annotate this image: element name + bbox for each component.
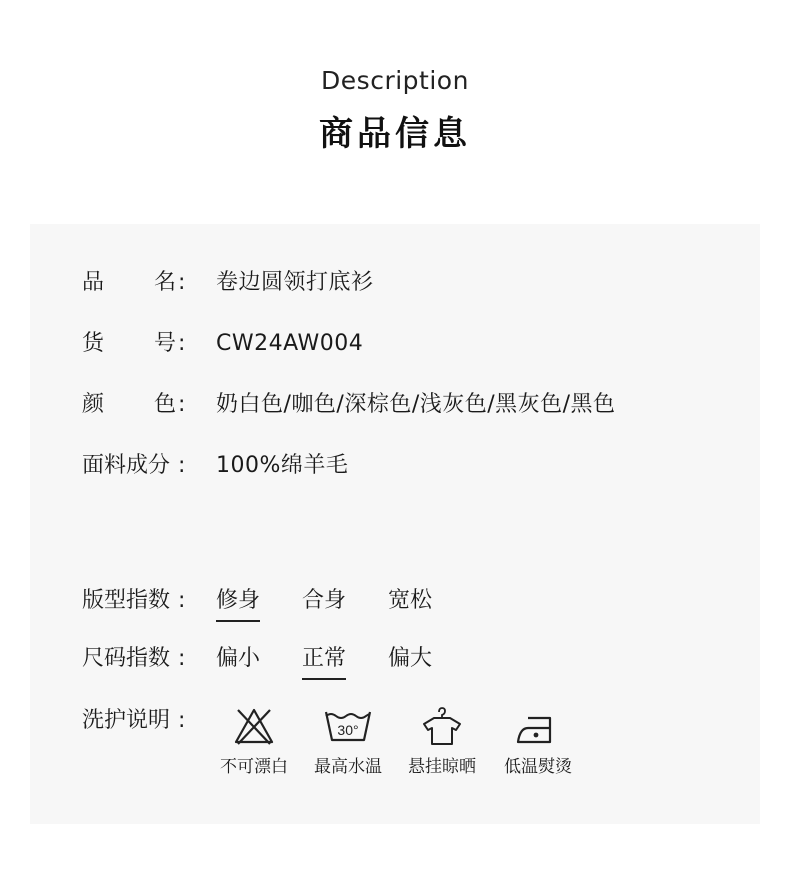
care-item-low-iron (493, 706, 583, 777)
fit-option-loose: 宽松 (388, 588, 433, 613)
no-bleach-icon (232, 706, 276, 746)
size-option-normal: 正常 (302, 644, 346, 674)
care-caption: 最高水温 (314, 757, 382, 777)
svg-text:30°: 30° (337, 722, 359, 738)
value-name: 卷边圆领打底衫 (216, 270, 374, 295)
row-fit: 版型指数 : 修身 合身 宽松 (82, 586, 502, 616)
value-color: 奶白色/咖色/深棕色/浅灰色/黑灰色/黑色 (216, 392, 616, 417)
care-item-no-bleach (209, 706, 299, 777)
row-care: 洗护说明 : (82, 708, 186, 733)
care-caption: 低温熨烫 (504, 757, 572, 777)
value-sku: CW24AW004 (216, 331, 364, 356)
hang-dry-icon (420, 706, 464, 746)
low-iron-icon (514, 706, 562, 746)
size-option-small: 偏小 (216, 646, 261, 671)
fit-option-slim: 修身 (216, 586, 260, 616)
care-caption: 不可漂白 (220, 757, 288, 777)
care-item-wash-30 (303, 706, 393, 777)
care-item-hang-dry (397, 706, 487, 777)
fit-option-regular: 合身 (302, 588, 347, 613)
size-option-large: 偏大 (388, 646, 433, 671)
row-size: 尺码指数 : 偏小 正常 偏大 (82, 644, 502, 674)
wash-30-icon (323, 706, 373, 746)
care-caption: 悬挂晾晒 (408, 757, 476, 777)
value-fabric: 100%绵羊毛 (216, 453, 349, 478)
title-zh: 商品信息 (319, 114, 471, 154)
title-en: Description (321, 66, 469, 95)
